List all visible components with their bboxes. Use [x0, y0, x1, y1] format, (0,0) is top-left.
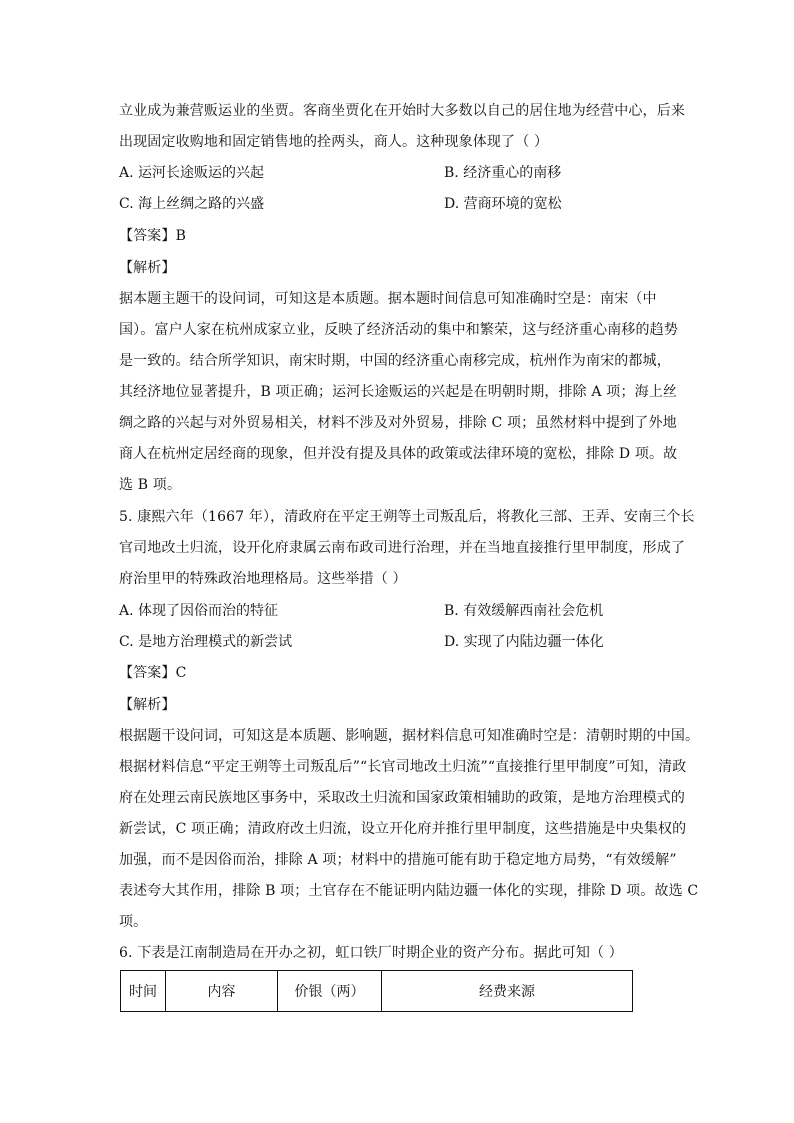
- q5-analysis-line: 根据题干设问词，可知这是本质题、影响题，据材料信息可知准确时空是：清朝时期的中国。: [119, 728, 700, 744]
- q4-analysis-line: 其经济地位显著提升，B 项正确；运河长途贩运的兴起是在明朝时期，排除 A 项；海上丝: [119, 384, 678, 400]
- q5-stem-line: 府治里甲的特殊政治地理格局。这些举措（ ）: [119, 571, 407, 587]
- table-header-content: 内容: [166, 971, 278, 1012]
- q4-analysis-line: 是一致的。结合所学知识，南宋时期，中国的经济重心南移完成，杭州作为南宋的都城，: [119, 353, 671, 369]
- q5-option-b: B. 有效缓解西南社会危机: [444, 603, 604, 619]
- q4-analysis-line: 绸之路的兴起与对外贸易相关，材料不涉及对外贸易，排除 C 项；虽然材料中提到了外地: [119, 415, 677, 431]
- q5-analysis-line: 加强，而不是因俗而治，排除 A 项；材料中的措施可能有助于稳定地方局势，“有效缓解”: [119, 852, 677, 868]
- q5-analysis-label: 【解析】: [119, 697, 176, 713]
- q4-analysis-line: 商人在杭州定居经商的现象，但并没有提及具体的政策或法律环境的宽松，排除 D 项。故: [119, 446, 678, 462]
- q6-stem: 6. 下表是江南制造局在开办之初，虹口铁厂时期企业的资产分布。据此可知（ ）: [119, 945, 623, 961]
- q4-option-b: B. 经济重心的南移: [444, 165, 562, 181]
- q4-text-line: 出现固定收购地和固定销售地的拴两头，商人。这种现象体现了（ ）: [119, 134, 549, 150]
- q4-analysis-line: 国）。富户人家在杭州成家立业，反映了经济活动的集中和繁荣，这与经济重心南移的趋势: [119, 322, 678, 338]
- q4-analysis-label: 【解析】: [119, 260, 176, 276]
- q5-stem-line: 官司地改土归流，设开化府隶属云南布政司进行治理，并在当地直接推行里甲制度，形成了: [119, 540, 685, 556]
- q4-text-line: 立业成为兼营贩运业的坐贾。客商坐贾化在开始时大多数以自己的居住地为经营中心，后来: [119, 103, 685, 119]
- table-header-row: [121, 971, 633, 1012]
- q4-analysis-line: 据本题主题干的设问词，可知这是本质题。据本题时间信息可知准确时空是：南宋（中: [119, 291, 657, 307]
- q4-option-a: A. 运河长途贩运的兴起: [119, 165, 265, 181]
- table-header-funding-source: 经费来源: [382, 971, 633, 1012]
- q4-answer: 【答案】B: [119, 228, 187, 244]
- table-header-price: 价银（两）: [278, 971, 382, 1012]
- q5-option-d: D. 实现了内陆边疆一体化: [444, 634, 604, 650]
- q5-option-c: C. 是地方治理模式的新尝试: [119, 634, 293, 650]
- q5-analysis-line: 项。: [119, 914, 148, 930]
- q5-option-a: A. 体现了因俗而治的特征: [119, 603, 279, 619]
- q4-analysis-line: 选 B 项。: [119, 477, 182, 493]
- asset-table: [120, 970, 633, 1012]
- q4-option-d: D. 营商环境的宽松: [444, 196, 562, 212]
- q5-stem-line: 5. 康熙六年（1667 年），清政府在平定王朔等土司叛乱后，将教化三部、王弄、安南三个长: [119, 509, 695, 525]
- q5-analysis-line: 府在处理云南民族地区事务中，采取改土归流和国家政策相辅助的政策，是地方治理模式的: [119, 790, 685, 806]
- q5-answer: 【答案】C: [119, 665, 187, 681]
- q5-analysis-line: 表述夸大其作用，排除 B 项；土官存在不能证明内陆边疆一体化的实现，排除 D 项。故选 C: [119, 883, 699, 899]
- q5-analysis-line: 新尝试，C 项正确；清政府改土归流，设立开化府并推行里甲制度，这些措施是中央集权的: [119, 821, 687, 837]
- q4-option-c: C. 海上丝绸之路的兴盛: [119, 196, 265, 212]
- table-header-time: 时间: [121, 971, 166, 1012]
- q5-analysis-line: 根据材料信息“平定王朔等土司叛乱后”“长官司地改土归流”“直接推行里甲制度”可知，清政: [119, 759, 687, 775]
